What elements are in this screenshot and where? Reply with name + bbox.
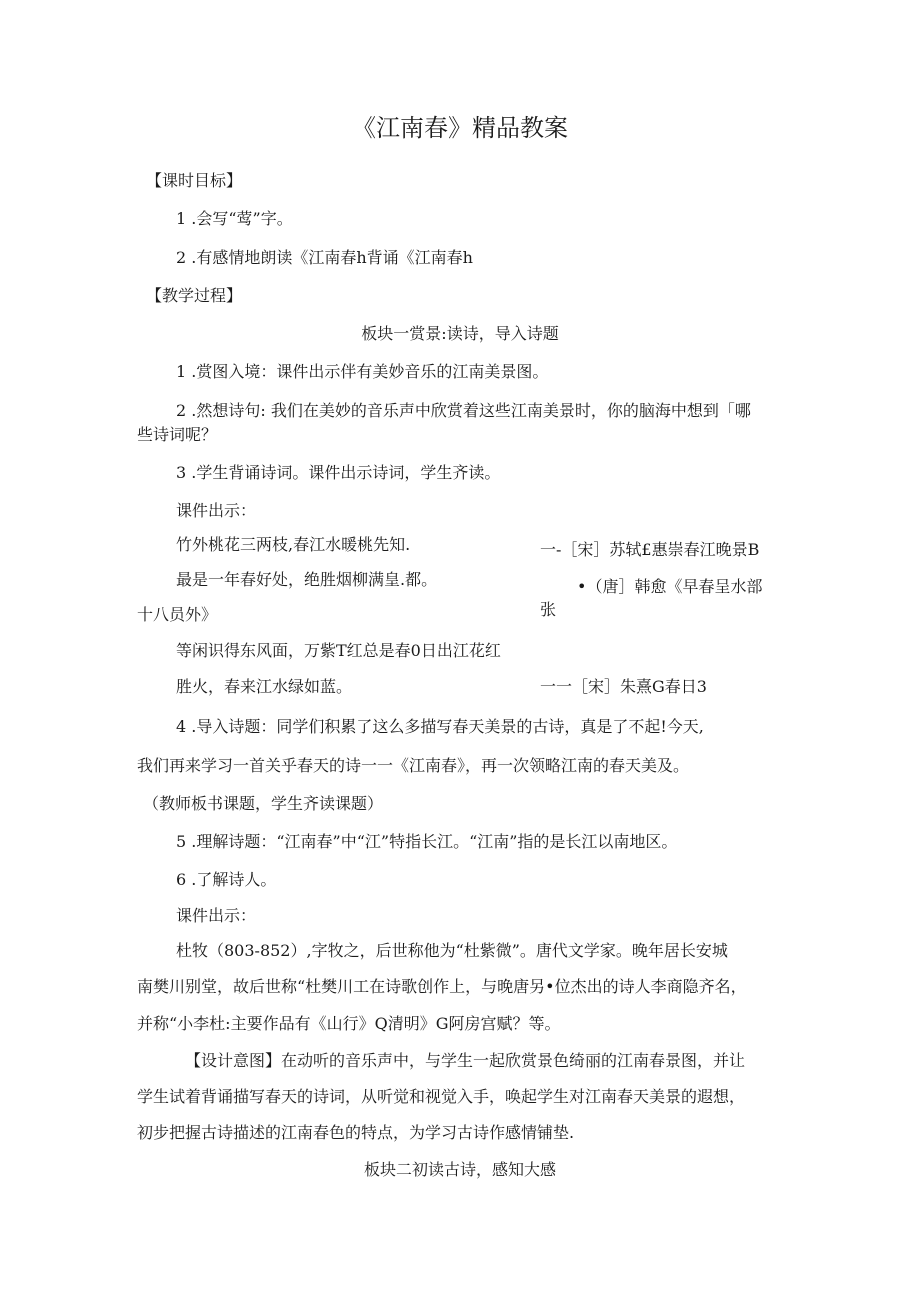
design-intent-line-2: 学生试着背诵描写春天的诗词，从听觉和视觉入手，唤起学生对江南春天美景的遐想，: [137, 1087, 746, 1106]
step-1: 1 .赏图入境：课件出示伴有美妙音乐的江南美景图。: [176, 362, 549, 381]
design-intent-line-3: 初步把握古诗描述的江南春色的特点，为学习古诗作感情铺垫.: [137, 1123, 575, 1142]
document-title: 《江南春》精品教案: [352, 114, 568, 142]
poet-intro-line-3: 并称“小李杜:主要作品有《山行》Q清明》G阿房宫赋？等。: [137, 1014, 561, 1033]
poem-3-line-1: 等闲识得东风面，万紫T红总是春0日出江花红: [176, 641, 501, 660]
goals-heading: 【课时目标】: [146, 171, 243, 190]
block2-heading: 板块二初读古诗，感知大感: [363, 1160, 556, 1179]
poem-1-source: 一-［宋］苏轼£惠崇春江晚景B: [540, 540, 760, 559]
poet-intro-line-1: 杜牧（803-852）,字牧之，后世称他为“杜紫微”。唐代文学家。晚年居长安城: [176, 941, 728, 960]
courseware-label-2: 课件出示：: [176, 906, 257, 925]
step-4-note: （教师板书课题，学生齐读课题）: [143, 794, 384, 813]
goal-item-2: 2 .有感情地朗读《江南春h背诵《江南春h: [176, 248, 473, 267]
poem-2-source-a: •（唐］韩愈《早春呈水部: [577, 577, 763, 596]
poet-intro-line-2: 南樊川别堂，故后世称“杜樊川工在诗歌创作上，与晚唐另•位杰出的诗人李商隐齐名，: [137, 977, 747, 996]
step-4-line-2: 我们再来学习一首关乎春天的诗一一《江南春》，再一次领略江南的春天美及。: [137, 756, 690, 775]
step-5: 5 .理解诗题：“江南春”中“江”特指长江。“江南”指的是长江以南地区。: [176, 832, 678, 851]
poem-2-source-tail: 十八员外》: [137, 605, 218, 624]
poem-1-line: 竹外桃花三两枝,春江水暖桃先知.: [176, 535, 411, 554]
goal-item-1: 1 .会写“莺”字。: [176, 209, 293, 228]
poem-2-source-b: 张: [540, 600, 557, 619]
poem-3-line-2: 胜火，春来江水绿如蓝。: [176, 677, 353, 696]
design-intent-line-1: 【设计意图】在动听的音乐声中，与学生一起欣赏景色绮丽的江南春景图，并让: [185, 1051, 746, 1070]
step-6: 6 .了解诗人。: [176, 870, 277, 889]
step-2-line-2: 些诗词呢？: [137, 425, 218, 444]
poem-2-line: 最是一年春好处，绝胜烟柳满皇.都。: [176, 570, 438, 589]
process-heading: 【教学过程】: [146, 286, 243, 305]
courseware-label-1: 课件出示：: [176, 501, 257, 520]
step-4-line-1: 4 .导入诗题：同学们积累了这么多描写春天美景的古诗，真是了不起!今天,: [176, 717, 704, 736]
step-3: 3 .学生背诵诗词。课件出示诗词，学生齐读。: [176, 463, 501, 482]
poem-3-source: 一一［宋］朱熹G春日3: [540, 677, 707, 696]
block1-heading: 板块一赏景:读诗，导入诗题: [361, 324, 559, 343]
step-2-line-1: 2 .然想诗句: 我们在美妙的音乐声中欣赏着这些江南美景时，你的脑海中想到「哪: [176, 401, 751, 420]
